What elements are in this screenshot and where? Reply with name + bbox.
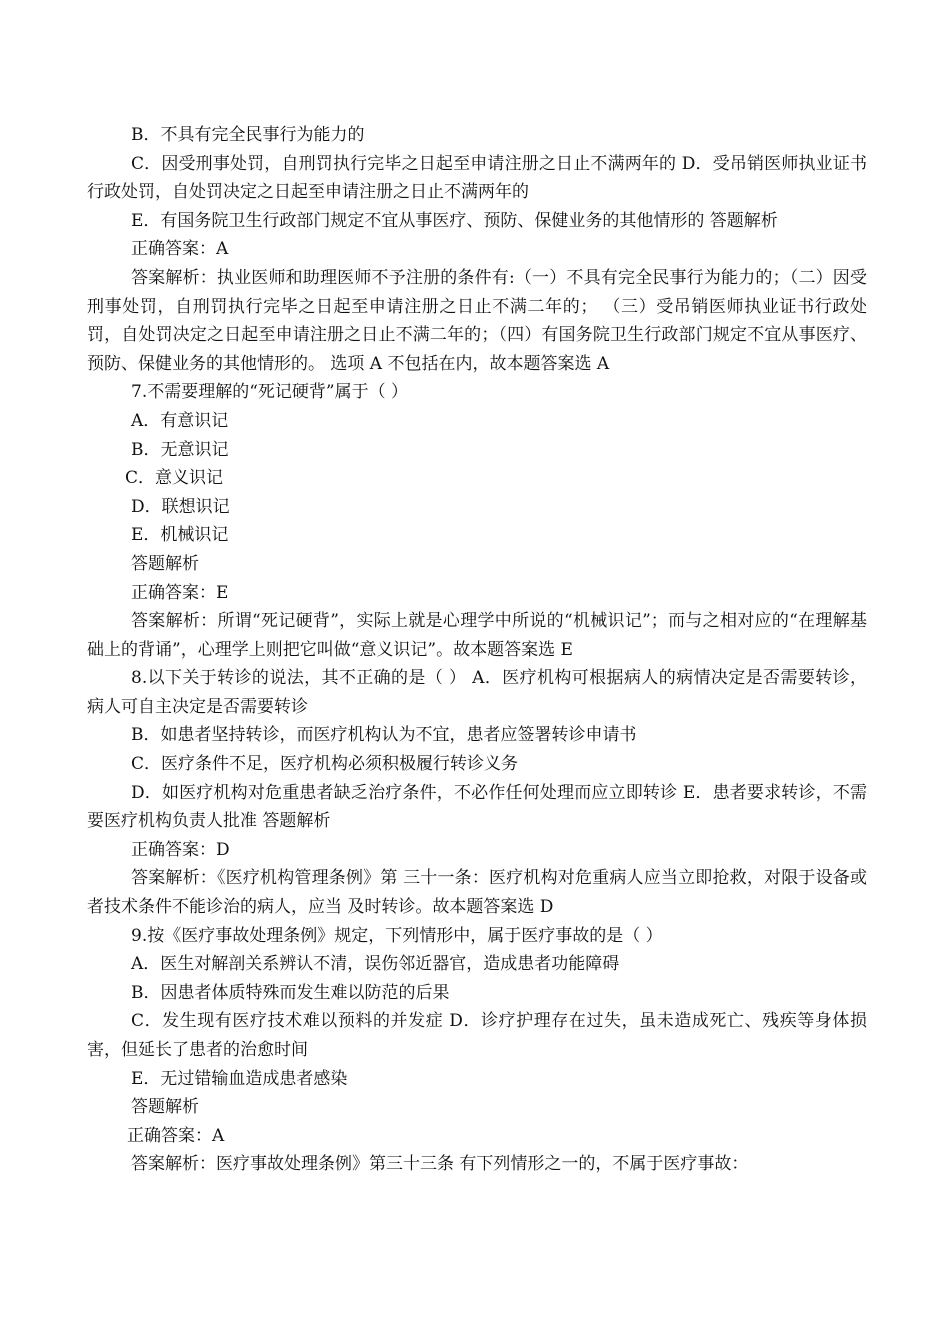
text-line: C．发生现有医疗技术难以预料的并发症 D．诊疗护理存在过失，虽未造成死亡、残疾等身体损害，但延长了患者的治愈时间 bbox=[87, 1011, 867, 1060]
text-line: 答案解析：医疗事故处理条例》第三十三条 有下列情形之一的，不属于医疗事故： bbox=[131, 1154, 749, 1175]
text-line: 正确答案：A bbox=[131, 239, 229, 260]
text-line: E．有国务院卫生行政部门规定不宜从事医疗、预防、保健业务的其他情形的 答题解析 bbox=[131, 210, 778, 231]
text-line: B．不具有完全民事行为能力的 bbox=[131, 125, 365, 145]
text-line: 8.以下关于转诊的说法，其不正确的是（ ） A．医疗机构可根据病人的病情决定是否需要转诊，病人可自主决定是否需要转诊 bbox=[87, 668, 867, 717]
text-line: 答案解析：《医疗机构管理条例》第 三十一条：医疗机构对危重病人应当立即抢救，对限于设备或者技术条件不能诊治的病人，应当 及时转诊。故本题答案选 D bbox=[87, 868, 867, 918]
text-line: A．有意识记 bbox=[131, 410, 229, 431]
text-line: B．因患者体质特殊而发生难以防范的后果 bbox=[131, 982, 450, 1003]
text-line: E．无过错输血造成患者感染 bbox=[131, 1068, 348, 1089]
text-line: 答案解析：执业医师和助理医师不予注册的条件有:（一）不具有完全民事行为能力的；（二）因受刑事处罚，自刑罚执行完毕之日起至申请注册之日止不满二年的； （三）受吊销医师执业证书行政处罚，自处罚决定之日起至申请注册之日止不满二年的；（四）有国务院卫生行政部门规定不宜从事医疗、预防、保健业务的其他情形的。 选项 A 不包括在内，故本题答案选 A bbox=[87, 267, 867, 374]
text-line: 正确答案：A bbox=[127, 1125, 225, 1146]
text-line: 答题解析 bbox=[131, 553, 199, 574]
text-line: B．无意识记 bbox=[131, 439, 229, 460]
text-line: D．联想识记 bbox=[131, 496, 230, 517]
text-line: 答案解析：所谓“死记硬背”，实际上就是心理学中所说的“机械识记”；而与之相对应的“在理解基础上的背诵”，心理学上则把它叫做“意义识记”。故本题答案选 E bbox=[87, 611, 867, 660]
text-line: D．如医疗机构对危重患者缺乏治疗条件，不必作任何处理而应立即转诊 E．患者要求转诊，不需要医疗机构负责人批准 答题解析 bbox=[87, 782, 867, 832]
text-line: A．医生对解剖关系辨认不清，误伤邻近器官，造成患者功能障碍 bbox=[131, 954, 620, 975]
text-line: 正确答案：D bbox=[131, 839, 230, 860]
text-line: E．机械识记 bbox=[131, 525, 229, 546]
text-line: C．医疗条件不足，医疗机构必须积极履行转诊义务 bbox=[131, 754, 519, 775]
text-line: 9.按《医疗事故处理条例》规定，下列情形中，属于医疗事故的是（ ） bbox=[131, 925, 663, 946]
document-page bbox=[87, 121, 867, 1179]
text-line: 7.不需要理解的“死记硬背”属于（ ） bbox=[131, 382, 409, 403]
text-line: C．意义识记 bbox=[125, 468, 224, 489]
text-line: C．因受刑事处罚，自刑罚执行完毕之日起至申请注册之日止不满两年的 D．受吊销医师执业证书行政处罚，自处罚决定之日起至申请注册之日止不满两年的 bbox=[87, 153, 867, 203]
text-line: 答题解析 bbox=[131, 1097, 199, 1118]
text-line: 正确答案：E bbox=[131, 582, 229, 603]
text-line: B．如患者坚持转诊，而医疗机构认为不宜，患者应签署转诊申请书 bbox=[131, 725, 637, 746]
